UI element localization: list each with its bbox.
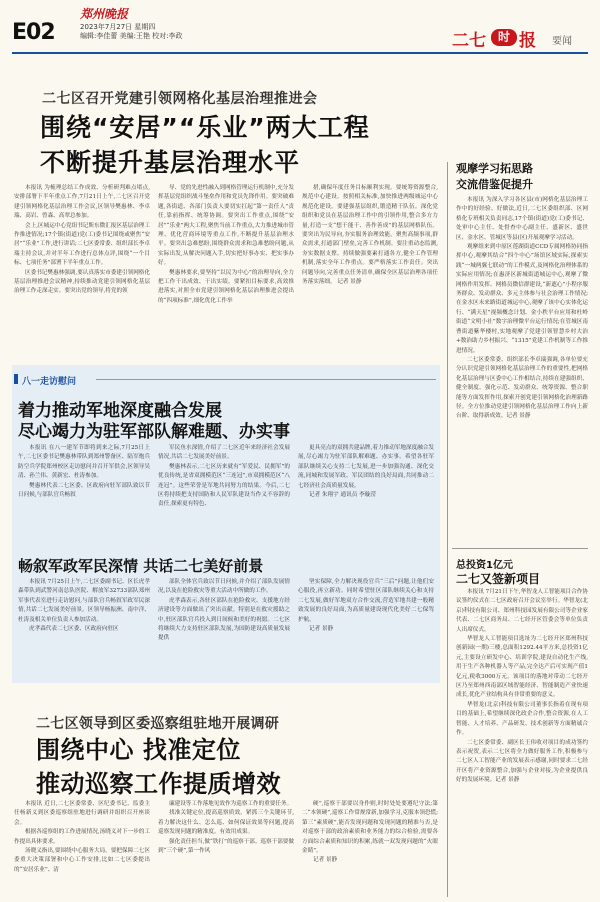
article3-headline: 畅叙军政军民深情 共话二七美好前景 [18,557,264,575]
header-rule [12,52,588,54]
paragraph: 更具亮点的双拥共建品牌,着力推动军地深度融合发展,尽心竭力为驻军部队解难题、办实事。希望各驻军部队继续关心支持二七发展,进一步加强沟通、深化交流,同城和发展军政、军民团结的良好局面,共同推动二七经济社会高质量发展。 [298,445,434,489]
article1-column1 [14,184,150,360]
page-header [0,0,600,58]
article2-column1 [18,444,150,546]
sidebar1-title-line1: 观摩学习拓思路 [456,162,533,175]
article1-column3 [302,184,438,360]
paper-logo-badge: 时 [491,29,517,46]
sidebar-divider [447,162,448,897]
paragraph: 华智龙(北京)科技有限公司董事长指着在现有项目的基础上,希望继续深化政企合作,整合资源,在人工智能、人才培养、产品研发、技术创新等方面精诚合作。 [456,701,588,737]
article2-headline-line1: 着力推动军地深度融合发展 [18,401,222,421]
article1-kicker: 二七区召开党建引领网格化基层治理推进会 [42,91,318,107]
article2-tag-marker [14,374,18,384]
paragraph: 二七区委常委、副区长王伟收对项目的成功签约表示祝贺,表示二七区将全力做好服务工作,积极参与二七区人工智能产业的发展表示感谢,同时要求二七经开区将产业资源整合,加强与企业对接,为企业提供良好的发展环境。记者 景静 [456,739,588,784]
sidebar-separator [452,548,588,549]
paragraph: 本报讯 在八一建军节即将到来之际,7月25日上午,二七区委书记樊惠林带队到郑州警备区、陆军炮兵防空兵学院郑州校区走访慰问并召开军供会,区领导吴清、孙兰伟、黄新宏、杜涛参加。 [18,445,150,480]
paragraph: 樊惠林代表二七区委、区政府向驻军部队致以节日问候,与部队官兵畅叙 [18,482,150,499]
article4-column2 [158,800,294,896]
paper-logo-left: 二七 [452,31,486,51]
article2-column3 [298,444,434,546]
article2-headline-line2: 尽心竭力为驻军部队解难题、办实事 [18,422,290,442]
article3-column2 [158,578,290,680]
paper-logo-right: 报 [519,31,536,51]
article1-headline-line1: 围绕“安居”“乐业”两大工程 [40,113,370,142]
article2-tag: 八一走访慰问 [22,377,77,387]
article1-headline-line2: 不断提升基层治理水平 [40,148,301,177]
sidebar2-kicker: 总投资1亿元 [456,560,513,571]
sidebar2-title: 二七又签新项目 [456,572,541,586]
paragraph: 坚实保障,全力解决现役官兵“三后”问题,让他们安心服役,再立新功。同时希望驻区部队继续关心和支持二七发展,做好军地双方合作交流,营造军地共建一般精致发展的良好局面,为高质量建设现代化美好二七保驾护航。 [298,579,434,623]
paragraph: 本报讯 7月25日上午,二七区委副书记、区长虎孝森带队到武警河南总队医院、解放军32733部队郑州军事代表室进行走访慰问,与部队官兵畅叙军政军民深情,共话二七发展美好前景。区领导杨振洲、南中洋、杜涛及相关单位负责人参加活动。 [18,579,150,623]
article3-column3 [298,578,434,680]
article1-column2 [158,184,294,360]
paragraph: 根据各巡察组的工作进展情况,汤晓义对下一步的工作提出具体要求。 [14,829,150,845]
paragraph: 观摩组来到中原区莲湖街道CCD专属网格协同指挥中心,观摩其结合“四个中心”场馆区域实际,探索实践“一城两翼七联动”的工作模式,及网格化治理体系的实际应用情况;在惠济区新城街道城运中心,观摩了微网格作用发挥、网格员微信群建设,“新遮心”小程序服务群众、发动群众、多元主体参与社会治理工作情况;在金水区未来路街道城运中心,观摩了该中心实体化运行、“满天星”视频概念计划、金小秩平台应用和杜岭街道“文明小社”数字治理微平台运行情况;在管城区南曹街道紫华楼村,实地观摩了党建引领智慧乡村大治+数治助力乡村振兴、“1315”党建工作机制等工作推进情况。 [456,244,588,354]
paragraph: 本报讯 为深入学习各区县(市)网格化基层治理工作中的好经验、好做法,近日,二七区委组织部、区网格化专班相关负责同志,17个镇(街道)党(工)委书记、处审中心主任、处督查中心副主任、盛新区、盛世区、金水区、管城区等县(区)开展观摩学习活动。 [456,197,588,241]
paragraph: 找准关键定位,提高巡察质效。紧抓三个关键环节,着力解决这什么、怎么巡、如何保证效果等问题,提高巡察发现问题的精准度。有效用成果。 [158,810,294,836]
paragraph: 部队全体官兵致以节日问候,并介绍了部队发展情况,以及在抢险救灾等重大活动中所做的工作。 [158,579,290,595]
paragraph: 硬”,巡察干部要以身作则,时时处处要遵纪守法;第二“本领硬”,巡察工作常规常新,加强学习,克服本领恐慌;第三“素质硬”,能否发现问题和发现问题的精准与否,是对巡察干部的政治素质和业务能力的综合检验,需要各方面综合素质和知识的积累,练就一双发现问题的“火眼金睛”。 [302,801,438,855]
article3-column1 [18,578,150,680]
paragraph: 樊惠林要求,要坚持“以民为中心”的治理导向,全力把工作干出成效、干出实绩。要紧扣目标要求,高效推进落实,对照全市党建引领网格化基层治理推进会提出的“四项标准”,细化优化工作举 [158,269,294,304]
sidebar1-title-line2: 交流借鉴促提升 [456,178,533,191]
paragraph: 记者 朱翔宇 通讯员 李璇滢 [309,492,376,499]
paragraph: 措,确保年度任务目标顺利实现。要统筹资源整合,规范中心建设。按照相关标准,加快推进两级城运中心规范化建设。要建强基层组织,锻造精干队伍。深化党组织和党员在基层治理工作中的引领作用,整合多方力量,打造一支“想干能干、善作善成”的基层网格队伍。要突出为民导向,夯实服务治理效能。聚焦高频事项,群众需求,打通部门壁垒,完善工作机制。要注重动态监测,夯实数据支撑。持续做强要素打通各方,健全工作管理机制,落实全年工作重点。要严格落实工作责任。突出问题导向,完善重点任务清单,确保全区基层治理各项任务落实落细。 记者 景静 [302,185,438,286]
paragraph: 樊惠林表示,二七区历来就有“军爱民、民拥军”的优良传统,是省双拥模范区“三连冠”,市双拥模范区“八连冠”。这些荣誉是军地共同努力的结果。今后,二七区将持续把支持国防和人民军队建设当作义不容辞的责任,探索更有特色、 [158,463,290,508]
paragraph: 强化责任担当,做“铁打”的巡察干部。巡察干部要做到“三个硬”,第一作风 [158,838,294,855]
issue-date: 2023年7月27日 星期四 [80,23,156,31]
paragraph: 本报讯 为梳理总结工作成效、分析研判难点堵点,安排部署下半年重点工作,7月21日上午,二七区召开党建引领网格化基层治理工作会议,区领导樊惠林、李卓瑞、高岩、曾森、高翠总参加。 [14,185,150,220]
paragraph: 导、党的先进性融入到网格管理运行机制中,充分发挥基层党组织战斗堡垒作用和党员先锋作用。要突破难题,各街道、各部门负责人要切实扛起“第一责任人”责任,靠前指挥、统筹协调。要突出工作重点,围绕“安居”“乐业”两大工程,聚焦当前工作重点,大力推进城市管理、优化营商环境等重点工作,不断提升基层治理水平。要突出急难愁盼,围绕群众需求和急难愁盼问题,从实际出发,从解决问题入手,切实把好事办实、把实事办好。 [158,185,294,267]
article4-headline-line2: 推动巡察工作提质增效 [36,770,281,798]
paragraph: 区委书记樊惠林强调,要认真落实市委建引领网格化基层治理推进会议精神,持续推动党建引领网格化基层治理工作走深走实。要突出党的领导,将党的领 [14,269,150,295]
article2-tag-rule [96,379,436,380]
article4-column1 [14,800,150,896]
article4-headline-line1: 围绕中心 找准定位 [36,736,241,764]
page-number: E02 [12,20,55,45]
paragraph: 虎孝森表示,各驻区部队在抢险救灾、支援地方经济建设等方面做出了突出贡献。特别是在救灾援助之中,驻区部队官兵投入到日间候和美好的祝愿。二七区将继续大力支持驻区部队发展,为国防建设高质量发展提供 [158,597,290,642]
paragraph: 华智龙人工智能项目选址为二七经开区郑州科技创新园(一期)三楼,总面积1292.44平方米,总投资1亿元,主要设立研发中心、培训学院,建设自动化生产线,用于生产各种机器人等产品,完全达产后可实现产值1亿元,税收3000万元。该项目的落地对带动二七经开区乃至郑州西南部区域智能经济、智能制造产业快速成长,优化产业结构具有非常重要的意义。 [456,636,588,699]
paragraph: 记者 景静 [313,857,338,864]
sidebar1-body [456,196,588,542]
paragraph: 汤晓义指出,要围绕中心服务大局。要把保障二七区委重大决策部署和中心工作安排,比如二七区委提出的“安居乐业”、清 [14,848,150,873]
paragraph: 本报讯 近日,二七区委常委、区纪委书记、监委主任杨新义到区委巡察组驻地进行调研并组织召开座谈会。 [14,801,150,826]
article2-column2 [158,444,290,546]
section-name: 要闻 [552,36,572,47]
paragraph: 廉建设等工作落地见效作为巡察工作的重要任务。 [169,801,293,807]
paragraph: 记者 景静 [309,626,334,633]
paragraph: 会上,区城运中心党组书记斯东微汇报区基层治理工作推进情况;17个镇(街道)党(工)委书记围绕或聚焦“安居”“乐业”工作,进行讲话;二七区委常委、组织部长李卓瑞主持会议,并对半年工作进行总体点评,围绕“一个目标、七项任务”部署下半年重点工作。 [14,222,150,267]
paragraph: 二七区委常委、组织部长李卓瑞强调,各单位要充分认识党建引领网格化基层治理工作的重要性,把网格化基层治理与区委中心工作相结合,持续在建强组织、健全制度、强化示范、发动群众、统筹资源、整合职能等方面发挥作用,探索开创党建引领网格化治理新路径。全方位推动党建引领网格化基层治理工作向上新台阶、取得新成效。记者 景静 [456,356,588,420]
paragraph: 军民鱼水深情,介绍了二七区近年来经济社会发展情况,共话二七发展美好前景。 [158,445,290,461]
article4-kicker: 二七区领导到区委巡察组驻地开展调研 [36,716,280,732]
paragraph: 本报讯 7月21日下午,华智龙人工智能项目合作协议签约仪式在二七区政府召开会议室举行。华智龙(北京)科技有限公司、郑州科技园发展有限公司等企业家代表、二七区商务局、二七经开区管委会等单位负责人出席仪式。 [456,589,588,633]
sidebar2-body [456,588,588,896]
paragraph: 虎孝森代表二七区委、区政府向驻区 [29,626,119,633]
masthead-brand: 郑州晚报 [80,7,129,21]
article4-column3 [302,800,438,896]
editor-credits: 编辑:李佳蕾 美编:王艳 校对:李政 [80,32,183,40]
